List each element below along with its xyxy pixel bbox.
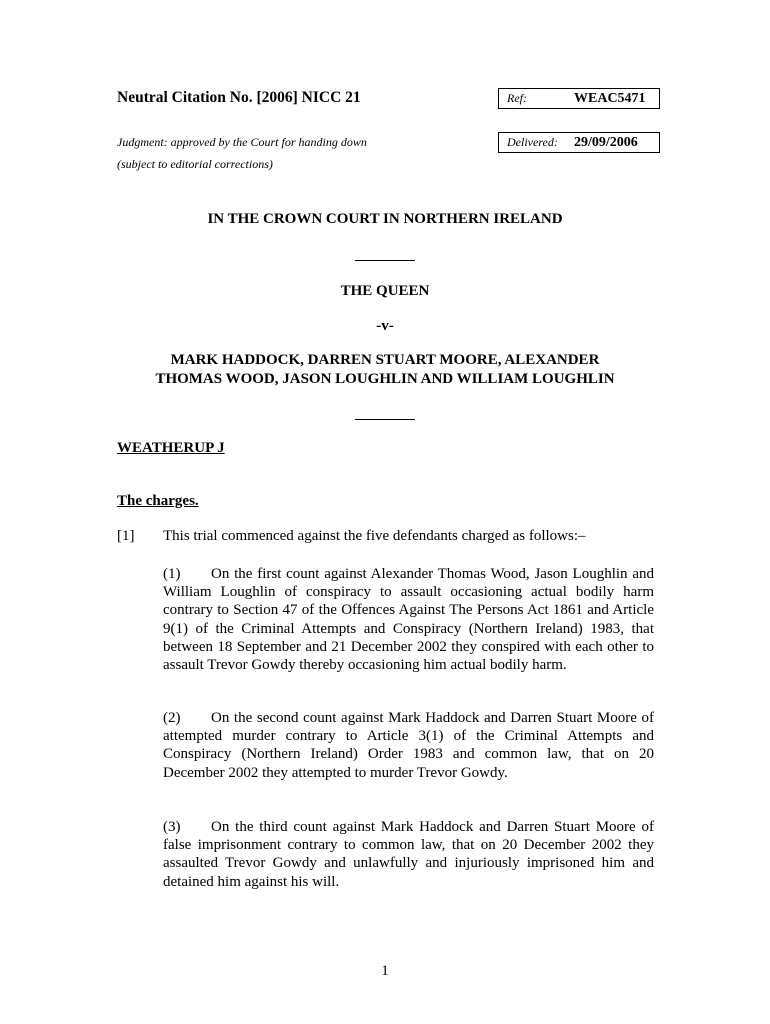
- count-number: (3): [163, 819, 181, 835]
- divider: [355, 419, 415, 420]
- count-number: (2): [163, 710, 181, 726]
- count-number: (1): [163, 566, 181, 582]
- defendants: [0, 351, 770, 389]
- judge-name: WEATHERUP J: [117, 440, 225, 456]
- delivered-box: [498, 132, 660, 153]
- defendants-line-2: THOMAS WOOD, JASON LOUGHLIN AND WILLIAM LOUGHLIN: [155, 371, 615, 387]
- ref-box: [498, 88, 660, 109]
- ref-value: WEAC5471: [574, 90, 646, 106]
- court-title: IN THE CROWN COURT IN NORTHERN IRELAND: [207, 211, 563, 227]
- paragraph-number: [1]: [117, 528, 135, 544]
- page-number: 1: [381, 963, 389, 979]
- defendants-line-1: MARK HADDOCK, DARREN STUART MOORE, ALEXANDER: [170, 352, 600, 368]
- delivered-label: Delivered:: [507, 135, 558, 149]
- count-text: On the third count against Mark Haddock and Darren Stuart Moore of false imprisonment contrary to common law, that on 20 December 2002 they assaulted Trevor Gowdy and unlawfully and injuriously imprisoned him and detained him against his will.: [163, 819, 654, 890]
- ref-label: Ref:: [507, 91, 527, 105]
- count-item: [163, 565, 654, 674]
- count-text: On the first count against Alexander Thomas Wood, Jason Loughlin and William Loughlin of conspiracy to assault occasioning actual bodily harm contrary to Section 47 of the Offences Against The Persons Act 1861 and Article 9(1) of the Criminal Attempts and Conspiracy (Northern Ireland) 1983, that between 18 September and 21 December 2002 they conspired with each other to assault Trevor Gowdy thereby occasioning him actual bodily harm.: [163, 566, 654, 674]
- count-text: On the second count against Mark Haddock and Darren Stuart Moore of attempted murder contrary to Article 3(1) of the Criminal Attempts and Conspiracy (Northern Ireland) Order 1983 and common law, that on 20 December 2002 they attempted to murder Trevor Gowdy.: [163, 710, 654, 781]
- divider: [355, 260, 415, 261]
- party-queen: THE QUEEN: [340, 283, 430, 299]
- paragraph-text: This trial commenced against the five defendants charged as follows:–: [163, 528, 586, 544]
- editorial-note: (subject to editorial corrections): [117, 157, 273, 171]
- neutral-citation: Neutral Citation No. [2006] NICC 21: [117, 89, 361, 106]
- count-item: [163, 709, 654, 782]
- count-item: [163, 818, 654, 891]
- approval-note: Judgment: approved by the Court for handing down: [117, 135, 367, 149]
- delivered-value: 29/09/2006: [574, 134, 638, 150]
- section-heading: The charges.: [117, 493, 199, 509]
- versus: -v-: [376, 318, 394, 334]
